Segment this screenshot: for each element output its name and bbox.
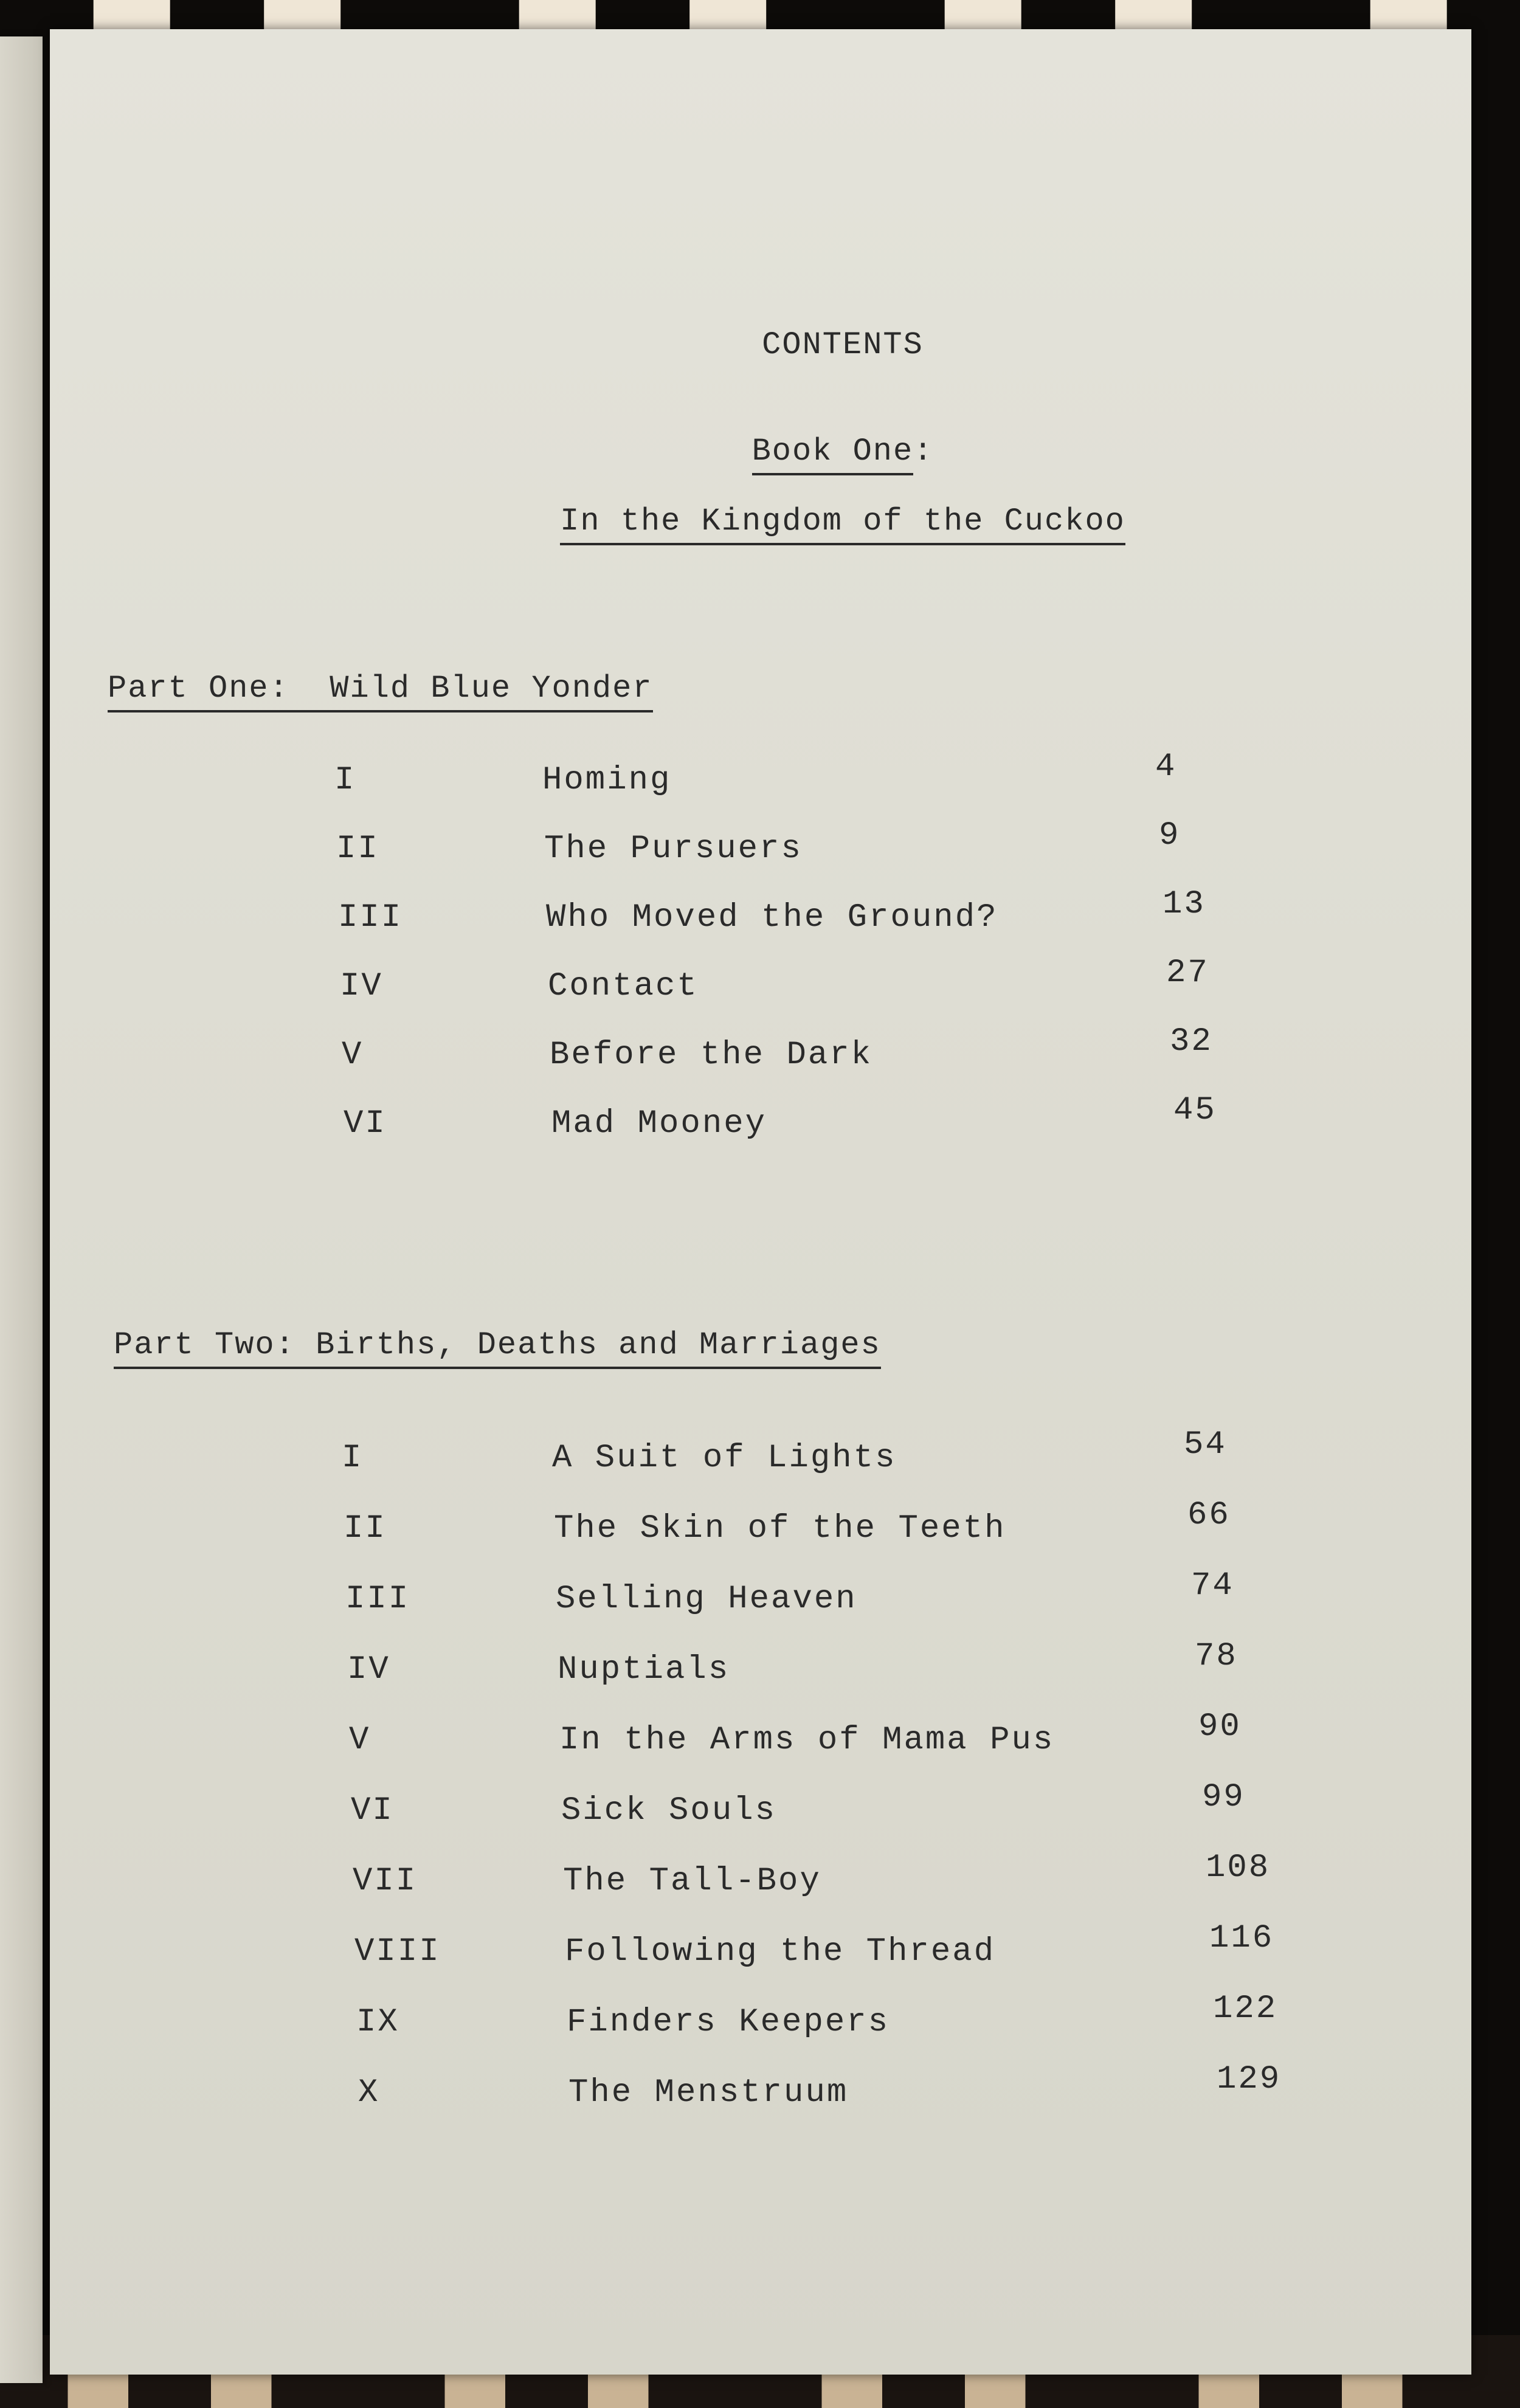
facing-page-edge — [0, 36, 43, 2383]
chapter-title: Homing — [542, 762, 672, 799]
chapter-number: III — [338, 899, 403, 936]
contents-page — [50, 29, 1471, 2375]
toc-entry — [50, 886, 1471, 948]
toc-entry — [50, 1849, 1471, 1911]
toc-entry — [50, 1708, 1471, 1770]
chapter-number: IX — [356, 2004, 399, 2041]
chapter-number: X — [358, 2074, 380, 2111]
chapter-title: Contact — [548, 968, 699, 1005]
toc-entry — [50, 1779, 1471, 1841]
book-label-colon: : — [913, 433, 934, 469]
chapter-title: Who Moved the Ground? — [546, 899, 998, 936]
toc-entry — [50, 1023, 1471, 1085]
toc-entry — [50, 1990, 1471, 2052]
toc-entry — [50, 817, 1471, 879]
chapter-title: Following the Thread — [565, 1933, 996, 1970]
chapter-title: Mad Mooney — [551, 1105, 767, 1142]
book-title-text: In the Kingdom of the Cuckoo — [560, 503, 1125, 545]
chapter-title: The Menstruum — [568, 2074, 849, 2111]
chapter-title: The Tall-Boy — [563, 1863, 821, 1900]
chapter-number: V — [342, 1037, 364, 1074]
chapter-number: III — [345, 1581, 410, 1618]
part-one-title: Wild Blue Yonder — [330, 671, 653, 706]
chapter-title: The Skin of the Teeth — [554, 1510, 1006, 1547]
chapter-page-number: 32 — [1170, 1023, 1213, 1060]
chapter-title: In the Arms of Mama Pus — [559, 1722, 1055, 1759]
chapter-number: V — [349, 1722, 371, 1759]
chapter-number: II — [344, 1510, 387, 1547]
chapter-number: VI — [351, 1792, 394, 1829]
chapter-number: VII — [353, 1863, 418, 1900]
contents-heading-text: CONTENTS — [762, 327, 924, 363]
toc-entry — [50, 1920, 1471, 1982]
chapter-title: Nuptials — [558, 1651, 730, 1688]
chapter-page-number: 78 — [1195, 1638, 1238, 1675]
toc-entry — [50, 2061, 1471, 2123]
part-two-label: Part Two: — [114, 1327, 295, 1363]
chapter-title: A Suit of Lights — [552, 1440, 897, 1477]
chapter-page-number: 108 — [1206, 1849, 1271, 1886]
chapter-page-number: 4 — [1155, 748, 1177, 785]
chapter-page-number: 74 — [1191, 1567, 1234, 1604]
part-two-title: Births, Deaths and Marriages — [316, 1327, 881, 1363]
chapter-page-number: 122 — [1213, 1990, 1278, 2027]
chapter-number: IV — [347, 1651, 390, 1688]
chapter-number: I — [334, 762, 356, 799]
book-label — [132, 433, 1520, 469]
toc-entry — [50, 1426, 1471, 1488]
chapter-page-number: 9 — [1159, 817, 1181, 854]
book-label-text: Book One — [752, 433, 914, 475]
part-two-heading — [114, 1327, 881, 1363]
part-one-label: Part One: — [108, 671, 289, 706]
chapter-title: Sick Souls — [561, 1792, 777, 1829]
chapter-page-number: 116 — [1209, 1920, 1274, 1957]
toc-entry — [50, 748, 1471, 810]
chapter-title: The Pursuers — [544, 830, 803, 868]
book-title — [132, 503, 1520, 539]
part-one-heading — [108, 671, 653, 706]
chapter-title: Finders Keepers — [567, 2004, 890, 2041]
chapter-number: VI — [344, 1105, 387, 1142]
toc-entry — [50, 1497, 1471, 1559]
contents-heading — [132, 327, 1520, 363]
chapter-number: VIII — [354, 1933, 441, 1970]
chapter-number: I — [342, 1440, 364, 1477]
chapter-title: Selling Heaven — [556, 1581, 857, 1618]
chapter-page-number: 13 — [1162, 886, 1206, 923]
chapter-number: II — [336, 830, 379, 868]
chapter-page-number: 90 — [1198, 1708, 1242, 1745]
chapter-number: IV — [340, 968, 383, 1005]
toc-entry — [50, 1567, 1471, 1629]
chapter-page-number: 129 — [1217, 2061, 1282, 2098]
toc-entry — [50, 1638, 1471, 1700]
chapter-page-number: 45 — [1173, 1092, 1217, 1129]
part-one-heading-underline — [108, 671, 653, 712]
chapter-title: Before the Dark — [550, 1037, 873, 1074]
chapter-page-number: 66 — [1187, 1497, 1231, 1534]
chapter-page-number: 27 — [1166, 954, 1209, 992]
chapter-page-number: 99 — [1202, 1779, 1245, 1816]
chapter-page-number: 54 — [1184, 1426, 1227, 1463]
toc-entry — [50, 1092, 1471, 1154]
toc-entry — [50, 954, 1471, 1016]
part-two-heading-underline — [114, 1327, 881, 1369]
